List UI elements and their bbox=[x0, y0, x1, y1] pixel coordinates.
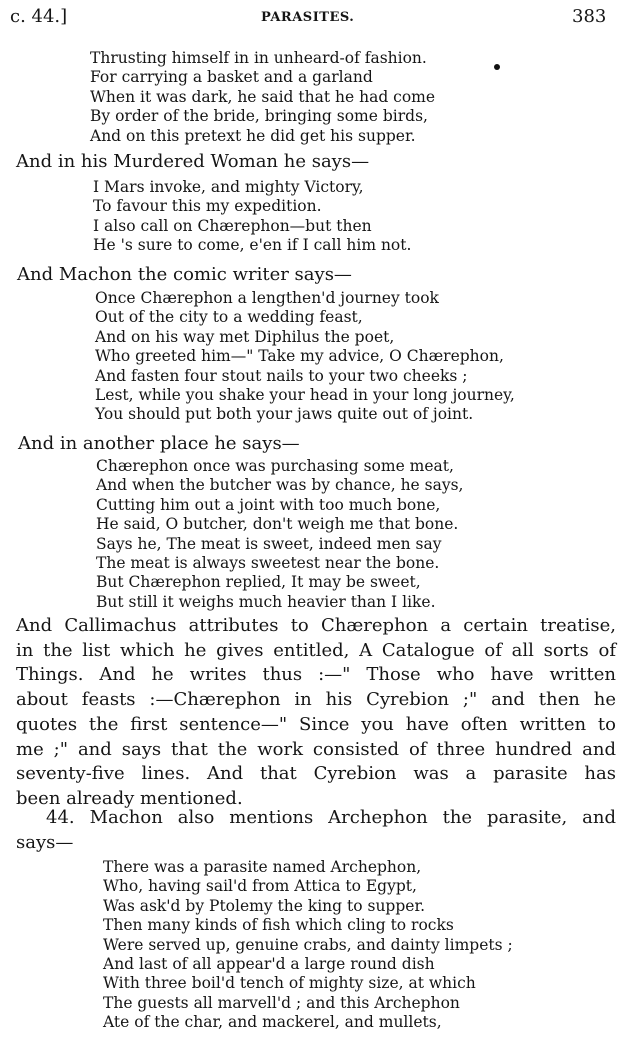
verse-line: And last of all appear'd a large round dish bbox=[103, 955, 435, 974]
verse-line: When it was dark, he said that he had come bbox=[90, 87, 436, 106]
verse-line: And on this pretext he did get his supper. bbox=[90, 126, 416, 145]
verse-line: By order of the bride, bringing some birds, bbox=[90, 107, 428, 126]
chapter-reference: c. 44.] bbox=[10, 6, 68, 27]
prose-line: says— bbox=[16, 831, 74, 853]
verse-line: Who, having sail'd from Attica to Egypt, bbox=[103, 877, 417, 896]
prose-line: in the list which he gives entitled, A Catalogue of all sorts of bbox=[16, 639, 616, 661]
prose-line: 44. Machon also mentions Archephon the parasite, and bbox=[46, 807, 616, 828]
prose-line: me ;" and says that the work consisted of three hundred and bbox=[16, 738, 616, 760]
verse-line: There was a parasite named Archephon, bbox=[103, 858, 422, 876]
ink-speck bbox=[494, 64, 500, 70]
prose-line: seventy-five lines. And that Cyrebion was a parasite has bbox=[16, 763, 616, 785]
prose-line: been already mentioned. bbox=[16, 787, 243, 809]
verse-line: For carrying a basket and a garland bbox=[90, 68, 373, 87]
verse-block-4 bbox=[96, 457, 463, 612]
verse-line: Lest, while you shake your head in your long journey, bbox=[95, 386, 515, 405]
page-number: 383 bbox=[572, 6, 607, 27]
paragraph-callimachus bbox=[16, 614, 616, 812]
verse-line: The meat is always sweetest near the bone. bbox=[96, 554, 440, 573]
verse-line: With three boil'd tench of mighty size, at which bbox=[103, 974, 476, 993]
verse-line: And on his way met Diphilus the poet, bbox=[95, 327, 395, 346]
running-header bbox=[0, 2, 641, 28]
verse-line: I also call on Chærephon—but then bbox=[93, 216, 372, 235]
verse-block-5 bbox=[103, 858, 513, 1033]
verse-line: He said, O butcher, don't weigh me that bone. bbox=[96, 515, 459, 534]
verse-line: The guests all marvell'd ; and this Archephon bbox=[103, 993, 460, 1012]
verse-line: Says he, The meat is sweet, indeed men say bbox=[96, 534, 442, 553]
verse-line: He 's sure to come, e'en if I call him not. bbox=[93, 236, 412, 255]
verse-intro: And in another place he says— bbox=[18, 433, 300, 454]
verse-line: Once Chærephon a lengthen'd journey took bbox=[95, 289, 439, 307]
verse-line: Thrusting himself in in unheard-of fashion. bbox=[90, 49, 427, 67]
verse-intro: And Machon the comic writer says— bbox=[17, 264, 352, 285]
verse-line: Cutting him out a joint with too much bone, bbox=[96, 495, 441, 514]
verse-block-1 bbox=[90, 49, 435, 146]
verse-line: You should put both your jaws quite out of joint. bbox=[95, 405, 474, 424]
verse-line: And when the butcher was by chance, he says, bbox=[96, 476, 464, 495]
running-title: PARASITES. bbox=[261, 10, 355, 25]
verse-line: Out of the city to a wedding feast, bbox=[95, 308, 363, 327]
verse-block-3 bbox=[95, 289, 515, 425]
verse-line: Then many kinds of fish which cling to rocks bbox=[103, 916, 454, 935]
prose-line: quotes the first sentence—" Since you have often written to bbox=[16, 713, 616, 735]
verse-line: I Mars invoke, and mighty Victory, bbox=[93, 178, 364, 196]
verse-line: To favour this my expedition. bbox=[93, 197, 322, 216]
verse-line: Ate of the char, and mackerel, and mullets, bbox=[103, 1013, 442, 1032]
verse-line: Was ask'd by Ptolemy the king to supper. bbox=[103, 896, 426, 915]
verse-line: Chærephon once was purchasing some meat, bbox=[96, 457, 454, 475]
prose-line: Things. And he writes thus :—" Those who have written bbox=[16, 664, 616, 686]
prose-line: And Callimachus attributes to Chærephon a certain treatise, bbox=[16, 615, 616, 636]
verse-block-2 bbox=[93, 178, 411, 256]
verse-intro: And in his Murdered Woman he says— bbox=[16, 151, 370, 172]
prose-line: about feasts :—Chærephon in his Cyrebion ;" and then he bbox=[16, 689, 616, 711]
verse-line: But still it weighs much heavier than I like. bbox=[96, 592, 436, 611]
verse-line: But Chærephon replied, It may be sweet, bbox=[96, 573, 421, 592]
verse-line: And fasten four stout nails to your two cheeks ; bbox=[95, 366, 468, 385]
verse-line: Who greeted him—" Take my advice, O Chærephon, bbox=[95, 347, 504, 366]
verse-line: Were served up, genuine crabs, and dainty limpets ; bbox=[103, 935, 513, 954]
paragraph-44 bbox=[16, 806, 616, 855]
